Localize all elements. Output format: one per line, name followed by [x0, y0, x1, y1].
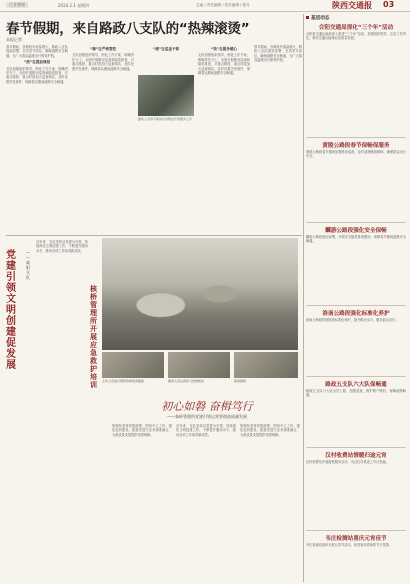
feature-vertical-subtitle: — — 咸 阳 支 队 — [26, 250, 30, 280]
article-column-5 — [254, 45, 302, 233]
feature-main-photo — [102, 238, 298, 350]
feature-center-title: 初心如磐 奋楫笃行 — [161, 400, 253, 413]
rail-item-text-7: 韦庄检测站组织开展元宵节活动，营造欢乐祥和的节日氛围。 — [306, 543, 393, 547]
article-body-4: 支队加强组织领导，细化工作方案，明确责任分工，全面开展路况巡查和隐患排查，对重点路段、重点时段加大巡查频次，及时处置突发事件，保障春运期间道路安全畅通。 — [198, 53, 250, 76]
feature-bottom-column-2 — [176, 424, 236, 580]
rail-item-title-7: 韦庄检测站喜庆元宵佳节 — [325, 536, 387, 542]
feature-bottom-text-1: 管理所坚持党建统领，围绕中心工作，强化组织建设，推进党建与业务深度融合，为高质量发展提供坚强保障。 — [112, 424, 172, 437]
feature-bottom-column-3 — [240, 424, 300, 580]
rail-item-text-6: 汉村收费站开展便民服务活动，为过往司乘送上节日祝福。 — [306, 460, 389, 464]
feature-photo-caption-3: 培训现场 — [234, 379, 247, 383]
article-body-2: 支队加强组织领导，细化工作方案，明确责任分工，全面开展路况巡查和隐患排查，对重点路段、重点时段加大巡查频次，及时处置突发事件，保障春运期间道路安全畅通。 — [72, 53, 134, 71]
rail-rule — [306, 222, 406, 223]
article-column-4 — [198, 45, 250, 233]
rail-item-title-5: 路政五支队六大队保畅通 — [325, 382, 387, 388]
rail-rule — [306, 305, 406, 306]
article-lead: 春节期间，各路段车流量增大，路政八支队提前部署，全员坚守岗位，确保道路安全畅通，为广大群众温暖出行保驾护航。 — [6, 45, 68, 58]
article-column-3 — [138, 45, 194, 73]
rail-item-title-6: 汉村收费站情暖归途元宵 — [325, 453, 387, 459]
feature-bottom-column-1 — [112, 424, 172, 580]
feature-left-column — [36, 240, 88, 580]
article-photo-caption: 路政人员春节期间在收费站开展服务工作 — [138, 117, 193, 121]
rail-item-title-1: 合阳交通局深化“三个年”活动 — [318, 25, 394, 31]
feature-photo-small-3 — [234, 352, 298, 378]
rail-rule — [306, 137, 406, 138]
rail-item-text-4: 洛南公路段持续推进标准化养护，提升路况水平，服务群众出行。 — [306, 318, 399, 322]
article-subhead-2: “辣”在严格管控 — [89, 47, 117, 51]
feature-side-title: 核 桥 管 理 所 开 展 应 急 救 护 培 训 — [90, 284, 97, 389]
staff-line: 主编 / 责任编辑 / 美术编辑 / 校对 — [196, 3, 250, 7]
rail-rule — [306, 376, 406, 377]
page-number: 03 — [383, 0, 395, 9]
byline: 本报记者 — [6, 37, 22, 42]
feature-photo-caption-1: 工作人员进行现场急救培训演练 — [102, 379, 145, 383]
feature-vertical-title: 党 建 引 领 文 明 创 建 促 发 展 — [6, 250, 16, 371]
rail-item-title-3: 麟游公路段强化安全保畅 — [325, 228, 387, 234]
rail-item-text-2: 黄陵公路段春节期间加强路况巡查，及时清理路面障碍，确保群众出行安全。 — [306, 150, 406, 159]
article-column-2 — [72, 45, 134, 233]
headline: 春节假期，来自路政八支队的“热辣滚烫” — [6, 21, 250, 37]
feature-photo-small-2 — [168, 352, 230, 378]
article-subhead-1: “热”在提前谋划 — [23, 60, 51, 65]
rail-rule — [306, 447, 406, 448]
feature-center-subtitle: ——泰岭管理所党建引领运营管理高质量发展 — [167, 414, 247, 419]
feature-photo-caption-2: 参训人员认真学习急救知识 — [168, 379, 205, 383]
feature-bottom-text-3: 管理所坚持党建统领，围绕中心工作，强化组织建设，推进党建与业务深度融合，为高质量发展提供坚强保障。 — [240, 424, 300, 437]
article-subhead-3: “滚”在巡查不停 — [152, 47, 180, 51]
article-body-5: 春节期间，各路段车流量增大，路政八支队提前部署，全员坚守岗位，确保道路安全畅通，为广大群众温暖出行保驾护航。 — [254, 45, 302, 63]
article-column-1 — [6, 45, 68, 233]
section-label: 行业要闻 — [6, 2, 28, 8]
article-body-1: 支队加强组织领导，细化工作方案，明确责任分工，全面开展路况巡查和隐患排查，对重点路段、重点时段加大巡查频次，及时处置突发事件，保障春运期间道路安全畅通。 — [6, 66, 68, 84]
feature-bottom-text-2: 近年来，支队坚持以党建为引领，持续深化文明创建工作，不断提升服务水平，推动各项工作取得新成效。 — [176, 424, 236, 437]
rail-section-label: 基层动态 — [306, 15, 329, 21]
feature-photo-small-1 — [102, 352, 164, 378]
feature-left-text: 近年来，支队坚持以党建为引领，持续深化文明创建工作，不断提升服务水平，推动各项工作取得新成效。 — [36, 240, 88, 253]
issue-date: 2024.2.1 星期四 — [58, 3, 90, 8]
rail-item-title-4: 洛南公路段强化标准化养护 — [322, 311, 390, 317]
top-bar — [0, 0, 410, 12]
masthead: 陕西交通报 — [332, 0, 372, 10]
rail-item-text-1: 合阳县交通运输局深入推进“三个年”活动，加强组织领导，压实工作责任，推动交通运输事业高质量发展。 — [306, 32, 406, 41]
rail-item-text-5: 路政五支队六大队全员上路，加强巡查，维护路产路权，保障道路畅通。 — [306, 389, 406, 398]
rail-item-title-2: 黄陵公路段春节保畅保服务 — [322, 143, 390, 149]
rail-item-text-3: 麟游公路段提前部署，开展安全隐患排查整治，保障春节期间道路安全畅通。 — [306, 235, 406, 244]
article-photo — [138, 75, 194, 116]
rail-divider — [303, 14, 304, 582]
article-subhead-4: “烫”在服务暖心 — [210, 47, 238, 51]
section-divider — [6, 235, 302, 236]
rail-rule — [306, 530, 406, 531]
